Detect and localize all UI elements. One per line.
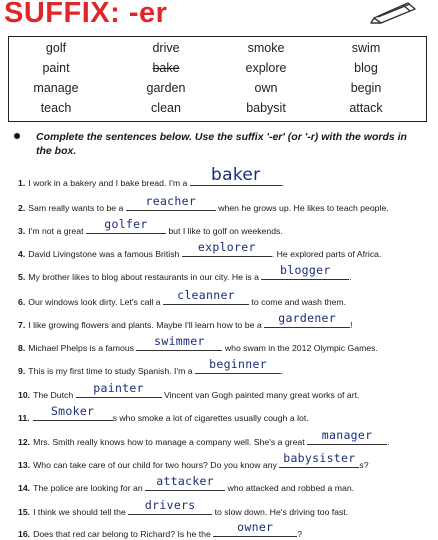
sentence-number: 15. — [18, 507, 31, 517]
handwritten-answer: golfer — [104, 217, 148, 231]
sentence-text-before: I work in a bakery and I bake bread. I'm a — [28, 178, 190, 188]
sentence-number: 4. — [18, 249, 26, 259]
sentence-text-before: I'm not a great — [28, 226, 86, 236]
handwritten-answer: manager — [321, 428, 373, 442]
pencil-icon — [370, 0, 420, 24]
word-bank-word: drive — [152, 41, 180, 55]
answer-blank[interactable] — [190, 165, 285, 188]
handwritten-answer: Smoker — [50, 404, 95, 418]
word-bank-word: clean — [151, 101, 181, 115]
handwritten-answer: painter — [93, 381, 144, 395]
sentence-number: 2. — [18, 203, 26, 213]
sentence-text-before: Does that red car belong to Richard? Is he the — [33, 529, 214, 539]
sentence-line — [18, 194, 389, 213]
sentence-number: 14. — [18, 483, 31, 493]
word-bank-word: babysit — [246, 101, 286, 115]
sentence-text-before: David Livingstone was a famous British — [28, 249, 182, 259]
sentence-text-after: . — [387, 437, 390, 447]
word-bank-word: attack — [349, 101, 383, 115]
word-bank-word: manage — [33, 81, 79, 95]
handwritten-answer: cleanner — [177, 288, 235, 302]
sentence-line — [18, 404, 309, 423]
answer-blank[interactable] — [213, 520, 297, 537]
worksheet-title: SUFFIX: -er — [4, 0, 168, 29]
answer-blank[interactable] — [136, 334, 222, 351]
sentence-text-after: who swam in the 2012 Olympic Games. — [222, 343, 378, 353]
word-bank-word: swim — [351, 41, 381, 55]
word-bank-word: blog — [354, 61, 378, 75]
sentence-line — [18, 263, 352, 282]
word-bank-word: explore — [245, 61, 287, 75]
handwritten-answer: beginner — [209, 357, 267, 371]
sentence-number: 5. — [18, 272, 26, 282]
sentence-text-before: Who can take care of our child for two hours? Do you know any — [33, 460, 280, 470]
handwritten-answer: swimmer — [154, 334, 205, 348]
word-bank-word: golf — [45, 41, 67, 55]
sentence-text-after: . — [281, 366, 284, 376]
sentence-number: 7. — [18, 320, 26, 330]
sentence-text-after: to slow down. He's driving too fast. — [212, 507, 349, 517]
sentence-text-after: when he grows up. He likes to teach people. — [215, 203, 389, 213]
answer-blank[interactable] — [264, 311, 353, 330]
handwritten-answer: blogger — [280, 263, 331, 277]
word-bank-word: bake — [152, 61, 180, 75]
sentence-text-before: Sam really wants to be a — [28, 203, 126, 213]
answer-blank[interactable] — [126, 194, 216, 211]
sentence-number: 12. — [18, 437, 31, 447]
handwritten-answer: drivers — [144, 498, 196, 512]
sentence-text-after: who attacked and robbed a man. — [225, 483, 355, 493]
answer-blank[interactable] — [307, 428, 390, 447]
sentence-number: 3. — [18, 226, 26, 236]
word-bank-word: teach — [40, 101, 72, 115]
answer-blank[interactable] — [86, 217, 166, 234]
sentence-text-after: but I like to golf on weekends. — [165, 226, 283, 236]
handwritten-answer: babysister — [283, 451, 356, 465]
sentence-text-before: Michael Phelps is a famous — [28, 343, 137, 353]
sentence-text-after: . He explored parts of Africa. — [271, 249, 382, 259]
bullet-icon — [14, 133, 20, 139]
sentence-text-after: . — [349, 272, 352, 282]
answer-blank[interactable] — [76, 381, 162, 398]
handwritten-answer: gardener — [278, 311, 337, 325]
answer-blank[interactable] — [182, 240, 272, 257]
word-bank-word: own — [254, 81, 278, 95]
sentence-number: 1. — [18, 178, 26, 188]
sentence-number: 10. — [18, 390, 31, 400]
answer-blank[interactable] — [145, 474, 225, 491]
sentence-text-before: Our windows look dirty. Let's call a — [28, 297, 164, 307]
sentence-line — [18, 240, 382, 259]
word-bank-word: smoke — [247, 41, 285, 55]
sentence-text-after: to come and wash them. — [249, 297, 347, 307]
sentence-text-after: s? — [359, 460, 369, 470]
sentence-line — [18, 334, 378, 353]
sentence-line — [18, 288, 347, 307]
handwritten-answer: explorer — [197, 240, 256, 254]
sentence-line — [18, 381, 360, 400]
sentence-line — [18, 498, 349, 517]
sentence-text-after: Vincent van Gogh painted many great works of art. — [161, 390, 360, 400]
word-bank-box — [8, 36, 427, 122]
sentence-text-before: Mrs. Smith really knows how to manage a company well. She's a great — [33, 437, 308, 447]
sentence-line — [18, 451, 369, 470]
answer-blank[interactable] — [279, 451, 359, 468]
sentence-number: 13. — [18, 460, 31, 470]
answer-blank[interactable] — [261, 263, 352, 282]
sentence-text-before: The police are looking for an — [33, 483, 146, 493]
sentence-number: 8. — [18, 343, 26, 353]
sentence-number: 11. — [18, 413, 30, 423]
sentence-line — [18, 357, 284, 376]
sentence-text-before: The Dutch — [33, 390, 76, 400]
word-bank-word: begin — [350, 81, 382, 95]
answer-blank[interactable] — [163, 288, 249, 305]
sentence-line — [18, 217, 283, 236]
sentence-text-after: . — [281, 178, 285, 188]
sentence-text-before: I like growing flowers and plants. Maybe I'll learn how to be a — [28, 320, 265, 330]
sentence-text-before: This is my first time to study Spanish. I'm a — [28, 366, 196, 376]
answer-blank[interactable] — [33, 404, 113, 421]
sentence-text-after: ? — [297, 529, 303, 539]
instructions: Complete the sentences below. Use the suffix '-er' (or '-r) with the words in the box. — [36, 131, 407, 157]
answer-blank[interactable] — [195, 357, 284, 376]
handwritten-answer: owner — [237, 520, 274, 534]
handwritten-answer: attacker — [156, 474, 215, 488]
handwritten-answer: reacher — [145, 194, 197, 208]
word-bank-word: garden — [146, 81, 186, 95]
sentence-line — [18, 165, 285, 188]
sentence-number: 16. — [18, 529, 31, 539]
handwritten-answer: baker — [211, 165, 261, 185]
sentence-text-after: ! — [350, 320, 353, 330]
sentence-text-after: s who smoke a lot of cigarettes usually cough a lot. — [112, 413, 309, 423]
sentence-line — [18, 474, 355, 493]
sentence-line — [18, 311, 353, 330]
sentence-text-before: My brother likes to blog about restaurants in our city. He is a — [28, 272, 262, 282]
answer-blank[interactable] — [128, 498, 212, 515]
word-bank-word: paint — [42, 61, 70, 75]
sentence-text-before: I think we should tell the — [33, 507, 129, 517]
sentence-number: 9. — [18, 366, 26, 376]
sentence-number: 6. — [18, 297, 26, 307]
sentence-line — [18, 428, 390, 447]
sentence-line — [18, 520, 303, 539]
